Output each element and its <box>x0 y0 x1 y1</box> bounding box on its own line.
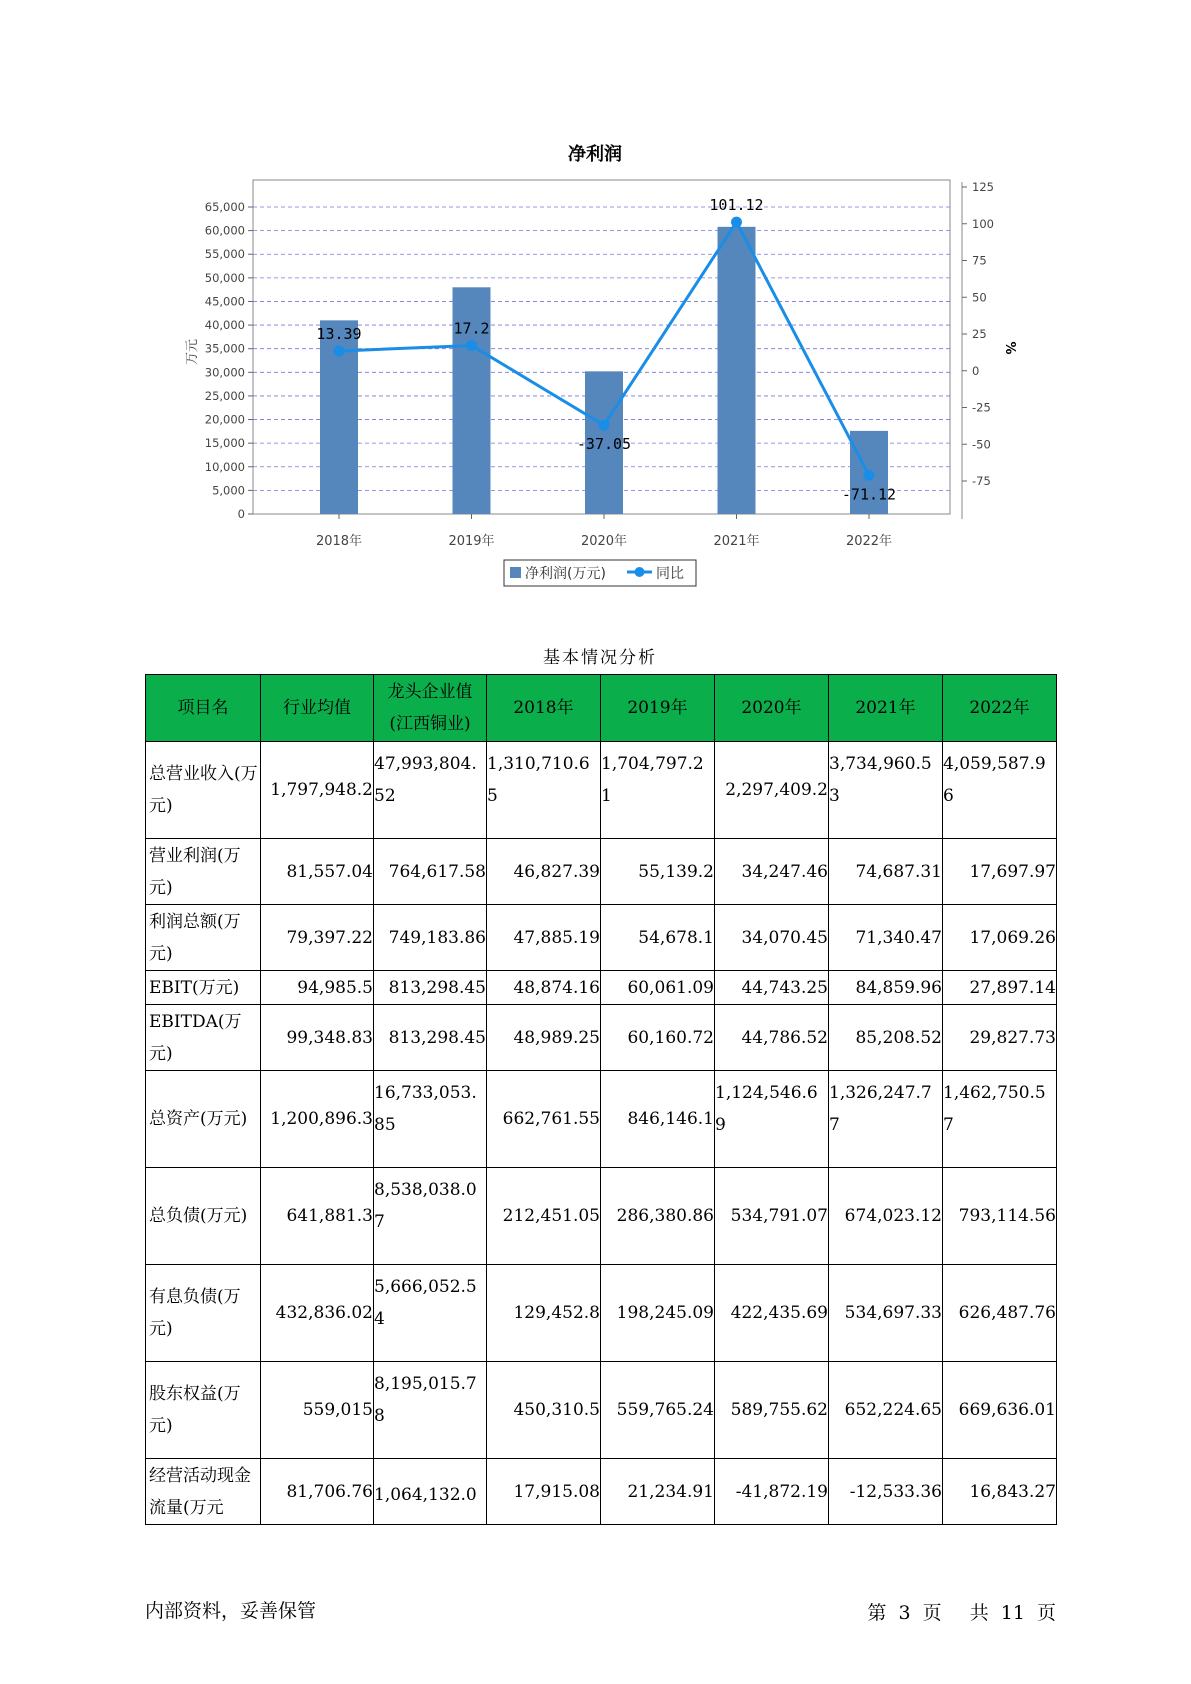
bar <box>718 227 756 514</box>
total-unit: 页 <box>1036 1602 1056 1624</box>
y-tick-label: 35,000 <box>204 341 245 356</box>
table-cell: 44,743.25 <box>715 971 829 1005</box>
x-tick-label: 2019年 <box>448 534 495 549</box>
table-cell: 662,761.55 <box>487 1071 601 1168</box>
row-label: 总负债(万元) <box>146 1168 261 1265</box>
table-cell: 652,224.65 <box>829 1362 943 1459</box>
col-header-industry-avg: 行业均值 <box>261 675 374 742</box>
table-cell: 17,697.97 <box>943 839 1057 905</box>
yoy-data-label: -71.12 <box>841 485 897 504</box>
table-cell: 71,340.47 <box>829 905 943 971</box>
footer-page-number <box>861 1598 1056 1625</box>
table-cell: 212,451.05 <box>487 1168 601 1265</box>
table-cell: 4,059,587.96 <box>943 742 1057 839</box>
table-cell: 8,195,015.78 <box>374 1362 487 1459</box>
y-axis-label: 万元 <box>185 338 200 366</box>
yoy-point <box>599 420 610 431</box>
table-cell: 17,069.26 <box>943 905 1057 971</box>
table-cell: 1,200,896.3 <box>261 1071 374 1168</box>
y2-tick-label: 25 <box>972 327 987 341</box>
table-cell: 846,146.1 <box>601 1071 715 1168</box>
y2-tick-label: 0 <box>972 363 980 378</box>
table-cell: 534,791.07 <box>715 1168 829 1265</box>
table-cell: 432,836.02 <box>261 1265 374 1362</box>
yoy-data-label: 101.12 <box>709 196 764 215</box>
table-cell: 29,827.73 <box>943 1005 1057 1071</box>
table-cell: 813,298.45 <box>374 971 487 1005</box>
y2-axis-ticks <box>962 180 994 519</box>
x-tick-label: 2022年 <box>845 534 893 549</box>
table-cell: 46,827.39 <box>487 839 601 905</box>
table-cell: 60,061.09 <box>601 971 715 1005</box>
row-label: 总资产(万元) <box>146 1071 261 1168</box>
table-cell: 674,023.12 <box>829 1168 943 1265</box>
table-cell: 450,310.5 <box>487 1362 601 1459</box>
yoy-point <box>731 217 742 228</box>
table-cell: 129,452.8 <box>487 1265 601 1362</box>
row-label: 有息负债(万元) <box>146 1265 261 1362</box>
legend <box>504 560 696 586</box>
table-cell: 94,985.5 <box>261 971 374 1005</box>
table-cell: 27,897.14 <box>943 971 1057 1005</box>
table-row <box>146 1362 1057 1459</box>
row-label: EBIT(万元) <box>146 971 261 1005</box>
table-cell: 749,183.86 <box>374 905 487 971</box>
table-cell: 34,070.45 <box>715 905 829 971</box>
legend-bar-label: 净利润(万元) <box>525 566 606 582</box>
table-cell: 286,380.86 <box>601 1168 715 1265</box>
table-cell: 99,348.83 <box>261 1005 374 1071</box>
x-tick-label: 2021年 <box>713 534 760 549</box>
page-num: 3 <box>898 1602 911 1624</box>
table-cell: 85,208.52 <box>829 1005 943 1071</box>
table-cell: 21,234.91 <box>601 1459 715 1525</box>
row-label: 营业利润(万元) <box>146 839 261 905</box>
table-row <box>146 971 1057 1005</box>
table-cell: 1,704,797.21 <box>601 742 715 839</box>
table-cell: 422,435.69 <box>715 1265 829 1362</box>
y2-tick-label: 125 <box>972 180 994 194</box>
table-cell: 1,797,948.2 <box>261 742 374 839</box>
table-cell: 793,114.56 <box>943 1168 1057 1265</box>
table-cell: 198,245.09 <box>601 1265 715 1362</box>
table-row <box>146 742 1057 839</box>
total-prefix: 共 <box>969 1602 989 1624</box>
y2-tick-label: 75 <box>972 253 987 268</box>
table-cell: 60,160.72 <box>601 1005 715 1071</box>
footer-confidential-note: 内部资料，妥善保管 <box>145 1600 317 1622</box>
table-row <box>146 905 1057 971</box>
table-cell: 8,538,038.07 <box>374 1168 487 1265</box>
x-axis-ticks <box>316 514 892 549</box>
table-cell: 559,765.24 <box>601 1362 715 1459</box>
yoy-point <box>864 470 875 481</box>
table-cell: 534,697.33 <box>829 1265 943 1362</box>
leader-header-line1: 龙头企业值 <box>387 682 473 702</box>
table-cell: 55,139.2 <box>601 839 715 905</box>
y2-tick-label: 100 <box>972 216 994 231</box>
row-label: EBITDA(万元) <box>146 1005 261 1071</box>
y2-tick-label: 50 <box>972 290 987 305</box>
page-prefix: 第 <box>867 1602 887 1624</box>
y-tick-label: 25,000 <box>204 388 245 403</box>
table-cell: 813,298.45 <box>374 1005 487 1071</box>
col-header-2020: 2020年 <box>715 675 829 742</box>
table-row <box>146 1168 1057 1265</box>
table-cell: 79,397.22 <box>261 905 374 971</box>
table-cell: 48,989.25 <box>487 1005 601 1071</box>
table-cell: 559,015 <box>261 1362 374 1459</box>
col-header-item: 项目名 <box>146 675 261 742</box>
table-cell: 626,487.76 <box>943 1265 1057 1362</box>
col-header-2018: 2018年 <box>487 675 601 742</box>
leader-header-line2: (江西铜业) <box>389 714 471 734</box>
table-row <box>146 1005 1057 1071</box>
y-tick-label: 30,000 <box>204 365 245 380</box>
yoy-data-label: -37.05 <box>576 435 632 454</box>
y-tick-label: 60,000 <box>204 223 245 238</box>
x-tick-label: 2020年 <box>580 534 628 549</box>
y-tick-label: 0 <box>237 507 245 521</box>
row-label: 总营业收入(万元) <box>146 742 261 839</box>
y-tick-label: 10,000 <box>204 459 245 474</box>
table-cell: 81,706.76 <box>261 1459 374 1525</box>
header-row <box>146 675 1057 742</box>
col-header-2021: 2021年 <box>829 675 943 742</box>
y-tick-label: 65,000 <box>204 200 245 214</box>
y-tick-label: 20,000 <box>204 412 245 427</box>
table-row <box>146 1265 1057 1362</box>
table-cell: 1,124,546.69 <box>715 1071 829 1168</box>
table-cell: 74,687.31 <box>829 839 943 905</box>
table-cell: 2,297,409.2 <box>715 742 829 839</box>
legend-line-marker <box>635 567 645 577</box>
table-cell: 44,786.52 <box>715 1005 829 1071</box>
table-row <box>146 839 1057 905</box>
table-caption: 基本情况分析 <box>543 648 657 668</box>
table-cell: 1,064,132.0 <box>374 1459 487 1525</box>
table-cell: 54,678.1 <box>601 905 715 971</box>
table-cell: 3,734,960.53 <box>829 742 943 839</box>
legend-line-label: 同比 <box>656 566 684 582</box>
row-label: 利润总额(万元) <box>146 905 261 971</box>
y2-axis-label: % <box>1002 341 1017 355</box>
table-row <box>146 1071 1057 1168</box>
yoy-point <box>334 346 345 357</box>
table-row <box>146 1459 1057 1525</box>
table-cell: 34,247.46 <box>715 839 829 905</box>
row-label: 经营活动现金流量(万元 <box>146 1459 261 1525</box>
table-cell: 1,326,247.77 <box>829 1071 943 1168</box>
y2-tick-label: -75 <box>972 474 991 488</box>
page-unit: 页 <box>922 1602 942 1624</box>
yoy-data-label: 13.39 <box>316 325 362 344</box>
table-cell: 17,915.08 <box>487 1459 601 1525</box>
table-cell: 5,666,052.54 <box>374 1265 487 1362</box>
table-cell: -41,872.19 <box>715 1459 829 1525</box>
y-axis-ticks <box>205 200 253 521</box>
table-cell: 16,733,053.85 <box>374 1071 487 1168</box>
net-profit-chart <box>0 0 1191 600</box>
y-tick-label: 45,000 <box>204 294 245 309</box>
table-cell: 641,881.3 <box>261 1168 374 1265</box>
y-tick-label: 50,000 <box>204 270 245 285</box>
table-cell: 48,874.16 <box>487 971 601 1005</box>
table-cell: 1,462,750.57 <box>943 1071 1057 1168</box>
y2-tick-label: -50 <box>972 437 991 452</box>
total-num: 11 <box>1000 1602 1025 1624</box>
col-header-2019: 2019年 <box>601 675 715 742</box>
table-cell: -12,533.36 <box>829 1459 943 1525</box>
y-tick-label: 55,000 <box>204 247 245 262</box>
basic-analysis-table <box>145 674 1057 1525</box>
table-cell: 589,755.62 <box>715 1362 829 1459</box>
table-cell: 669,636.01 <box>943 1362 1057 1459</box>
legend-bar-swatch <box>510 567 521 578</box>
y-tick-label: 40,000 <box>204 318 245 333</box>
y-tick-label: 5,000 <box>212 483 245 498</box>
table-cell: 47,993,804.52 <box>374 742 487 839</box>
table-cell: 47,885.19 <box>487 905 601 971</box>
col-header-leader <box>374 675 487 742</box>
table-cell: 84,859.96 <box>829 971 943 1005</box>
table-cell: 16,843.27 <box>943 1459 1057 1525</box>
col-header-2022: 2022年 <box>943 675 1057 742</box>
y-tick-label: 15,000 <box>204 436 245 451</box>
row-label: 股东权益(万元) <box>146 1362 261 1459</box>
table-cell: 764,617.58 <box>374 839 487 905</box>
y2-tick-label: -25 <box>972 400 991 415</box>
chart-title: 净利润 <box>568 144 622 165</box>
yoy-data-label: 17.2 <box>453 319 490 338</box>
x-tick-label: 2018年 <box>315 534 363 549</box>
yoy-point <box>466 340 477 351</box>
table-cell: 81,557.04 <box>261 839 374 905</box>
table-cell: 1,310,710.65 <box>487 742 601 839</box>
